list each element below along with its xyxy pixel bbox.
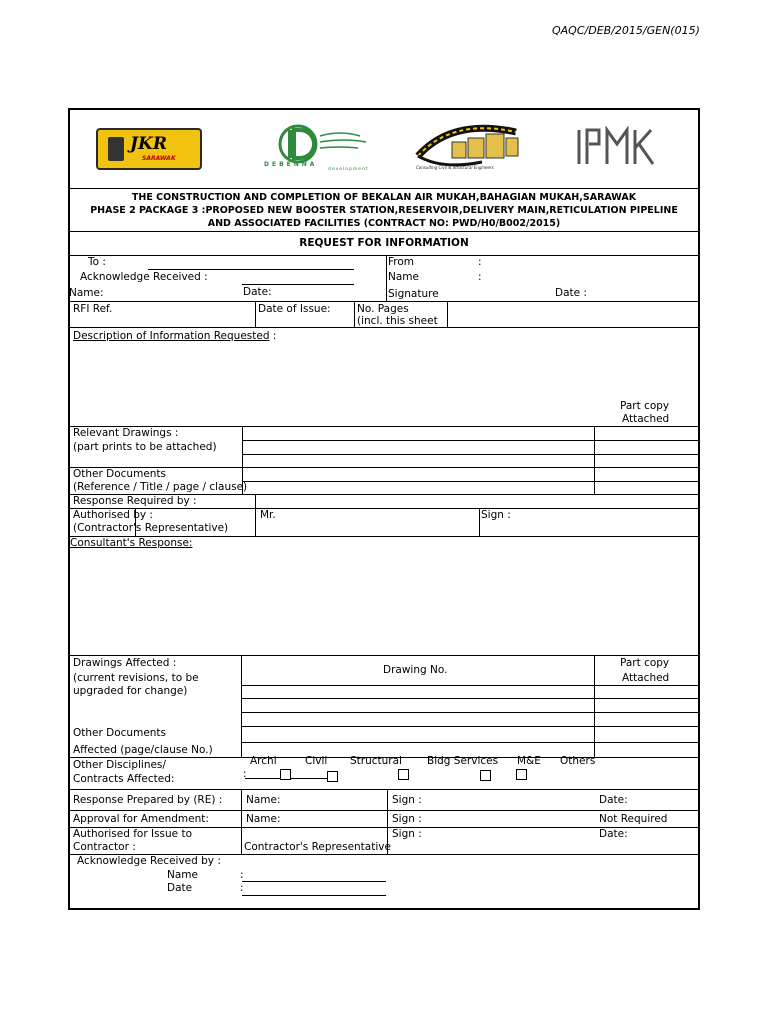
description-part-copy: Part copy [620,400,670,412]
debenna-logo [258,124,374,172]
disciplines-colon: : [243,768,247,780]
discipline-bldg-services-checkbox[interactable] [480,770,491,781]
rule-consultant-bottom [69,655,699,656]
document-reference: QAQC/DEB/2015/GEN(015) [552,24,700,37]
name-label: Name: [69,287,104,299]
discipline-bldg-services-label: Bldg Services [427,755,499,767]
rule-title-bottom [69,255,699,256]
rule-logo-bottom [69,188,699,189]
rule-drawings-mid4 [242,726,699,727]
form-title: REQUEST FOR INFORMATION [299,237,469,249]
jkr-logo-subtext: SARAWAK [142,155,176,162]
ipmk-logo-mark [575,126,659,168]
authorised-sign-label: Sign : [481,509,511,521]
no-pages-label: No. Pages [357,303,409,315]
rule-rfi-bottom [69,327,699,328]
authorised-issue-date-label: Date: [599,828,628,840]
description-area[interactable] [70,344,610,424]
rule-response-col [255,494,256,508]
approval-sign-label: Sign : [392,813,422,825]
consultants-response-label: Consultant's Response: [70,537,193,549]
response-required-label: Response Required by : [73,495,197,507]
jkr-logo [96,128,202,170]
authorised-by-label: Authorised by : [73,509,153,521]
relevant-drawings-note: (part prints to be attached) [73,441,217,453]
other-documents-affected-label: Other Documents [73,727,167,739]
authorised-inner-divider [135,508,136,536]
authorised-issue-label: Authorised for Issue to [73,828,193,840]
rule-drawings-col1 [241,655,242,757]
response-prepared-sign-label: Sign : [392,794,422,806]
date-of-issue-label: Date of Issue: [258,303,331,315]
name-right-label: Name [388,271,419,283]
signature-label: Signature [388,288,439,300]
rule-authorised-col1 [255,508,256,536]
rule-prepared-bottom [69,810,699,811]
contractors-representative-label: Contractor's Representative [244,841,391,853]
acknowledge-field[interactable] [242,284,354,285]
consultants-response-area[interactable] [70,551,698,653]
other-documents-affected-note: Affected (page/clause No.) [73,744,213,756]
drawings-part-copy: Part copy [620,657,670,669]
response-prepared-date-label: Date: [599,794,628,806]
discipline-structural-label: Structural [350,755,402,767]
rule-drawings-mid5 [242,742,699,743]
description-label [73,330,276,342]
authorised-issue-contractor-label: Contractor : [73,841,136,853]
rule-authorised-col2 [479,508,480,536]
ack-name-colon: : [240,869,244,881]
authorised-issue-sign-label: Sign : [392,828,422,840]
rule-relevant-col2 [594,426,595,494]
from-colon: : [478,256,482,268]
ack-date-colon: : [240,882,244,894]
no-pages-sub-label: (incl. this sheet [357,315,438,327]
rule-drawings-mid2 [242,698,699,699]
other-disciplines-label: Other Disciplines/ [73,759,166,771]
drawings-attached: Attached [622,672,670,684]
ack-name-field[interactable] [242,881,386,882]
rule-rfi-col2 [354,301,355,327]
jkr-logo-text: JKR [130,134,167,154]
rule-drawings-col2 [594,655,595,757]
drawings-affected-note-1: (current revisions, to be [73,672,199,684]
to-label: To : [88,256,106,268]
project-title-line-1: THE CONSTRUCTION AND COMPLETION OF BEKALAN AIR MUKAH,BAHAGIAN MUKAH,SARAWAK [131,192,637,203]
project-title-line-2: PHASE 2 PACKAGE 3 :PROPOSED NEW BOOSTER STATION,RESERVOIR,DELIVERY MAIN,RETICULATION PIPELINE [90,205,678,216]
contracts-affected-label: Contracts Affected: [73,773,175,785]
rule-drawings-mid1 [242,685,699,686]
rule-header-center [386,255,387,301]
acknowledge-label: Acknowledge Received : [80,271,208,283]
rule-relevant-mid1 [242,440,699,441]
authorised-by-note: (Contractor's Representative) [73,522,229,534]
discipline-others-label: Others [560,755,596,767]
ipmk-logo-text [575,126,577,127]
project-title-line-3: AND ASSOCIATED FACILITIES (CONTRACT NO: PWD/H0/B002/2015) [207,218,561,229]
response-prepared-label: Response Prepared by (RE) : [73,794,223,806]
rule-drawings-mid3 [242,712,699,713]
description-label-colon: : [269,330,277,342]
rule-header-bottom [69,301,699,302]
rule-response-required-bottom [69,508,699,509]
ack-date-label: Date [167,882,193,894]
rule-rfi-col1 [255,301,256,327]
debenna-logo-subtext: development [328,167,369,172]
discipline-civil-checkbox[interactable] [327,771,338,782]
discipline-me-checkbox[interactable] [516,769,527,780]
other-documents-note: (Reference / Title / page / clause) [73,481,248,493]
description-attached: Attached [622,413,670,425]
consultant-logo [412,124,528,172]
rule-rfi-col3 [447,301,448,327]
approval-name-label: Name: [246,813,281,825]
ack-name-label: Name [167,869,198,881]
discipline-archi-checkbox[interactable] [280,769,291,780]
acknowledge-received-by-label: Acknowledge Received by : [77,855,221,867]
rule-relevant-mid2 [242,454,699,455]
discipline-me-label: M&E [517,755,541,767]
drawings-affected-note-2: upgraded for change) [73,685,188,697]
date-label: Date: [243,286,272,298]
authorised-mr-label: Mr. [260,509,276,521]
discipline-civil-label: Civil [305,755,328,767]
approval-status: Not Required [599,813,668,825]
consultant-logo-mark [412,124,528,168]
response-prepared-name-label: Name: [246,794,281,806]
discipline-structural-checkbox[interactable] [398,769,409,780]
description-label-text: Description of Information Requested [73,330,270,342]
consultant-logo-subtext: Consulting Civil & Structural Engineers [416,165,494,170]
drawing-no-header: Drawing No. [383,664,448,676]
rule-disciplines-bottom [69,789,699,790]
debenna-logo-text: DEBENNA [264,161,318,168]
relevant-drawings-label: Relevant Drawings : [73,427,179,439]
discipline-archi-label: Archi [250,755,277,767]
rule-otherdocs-mid [242,481,699,482]
rule-project-bottom [69,231,699,232]
rule-prepared-col1 [241,789,242,854]
name-right-colon: : [478,271,482,283]
date-right-label: Date : [555,287,587,299]
jkr-logo-mark [108,137,124,161]
from-label: From [388,256,415,268]
to-field[interactable] [148,269,354,270]
rfi-ref-label: RFI Ref. [73,303,113,315]
ipmk-logo [575,126,659,168]
other-documents-label: Other Documents [73,468,167,480]
drawings-affected-label: Drawings Affected : [73,657,177,669]
ack-date-field[interactable] [242,895,386,896]
approval-amendment-label: Approval for Amendment: [73,813,209,825]
